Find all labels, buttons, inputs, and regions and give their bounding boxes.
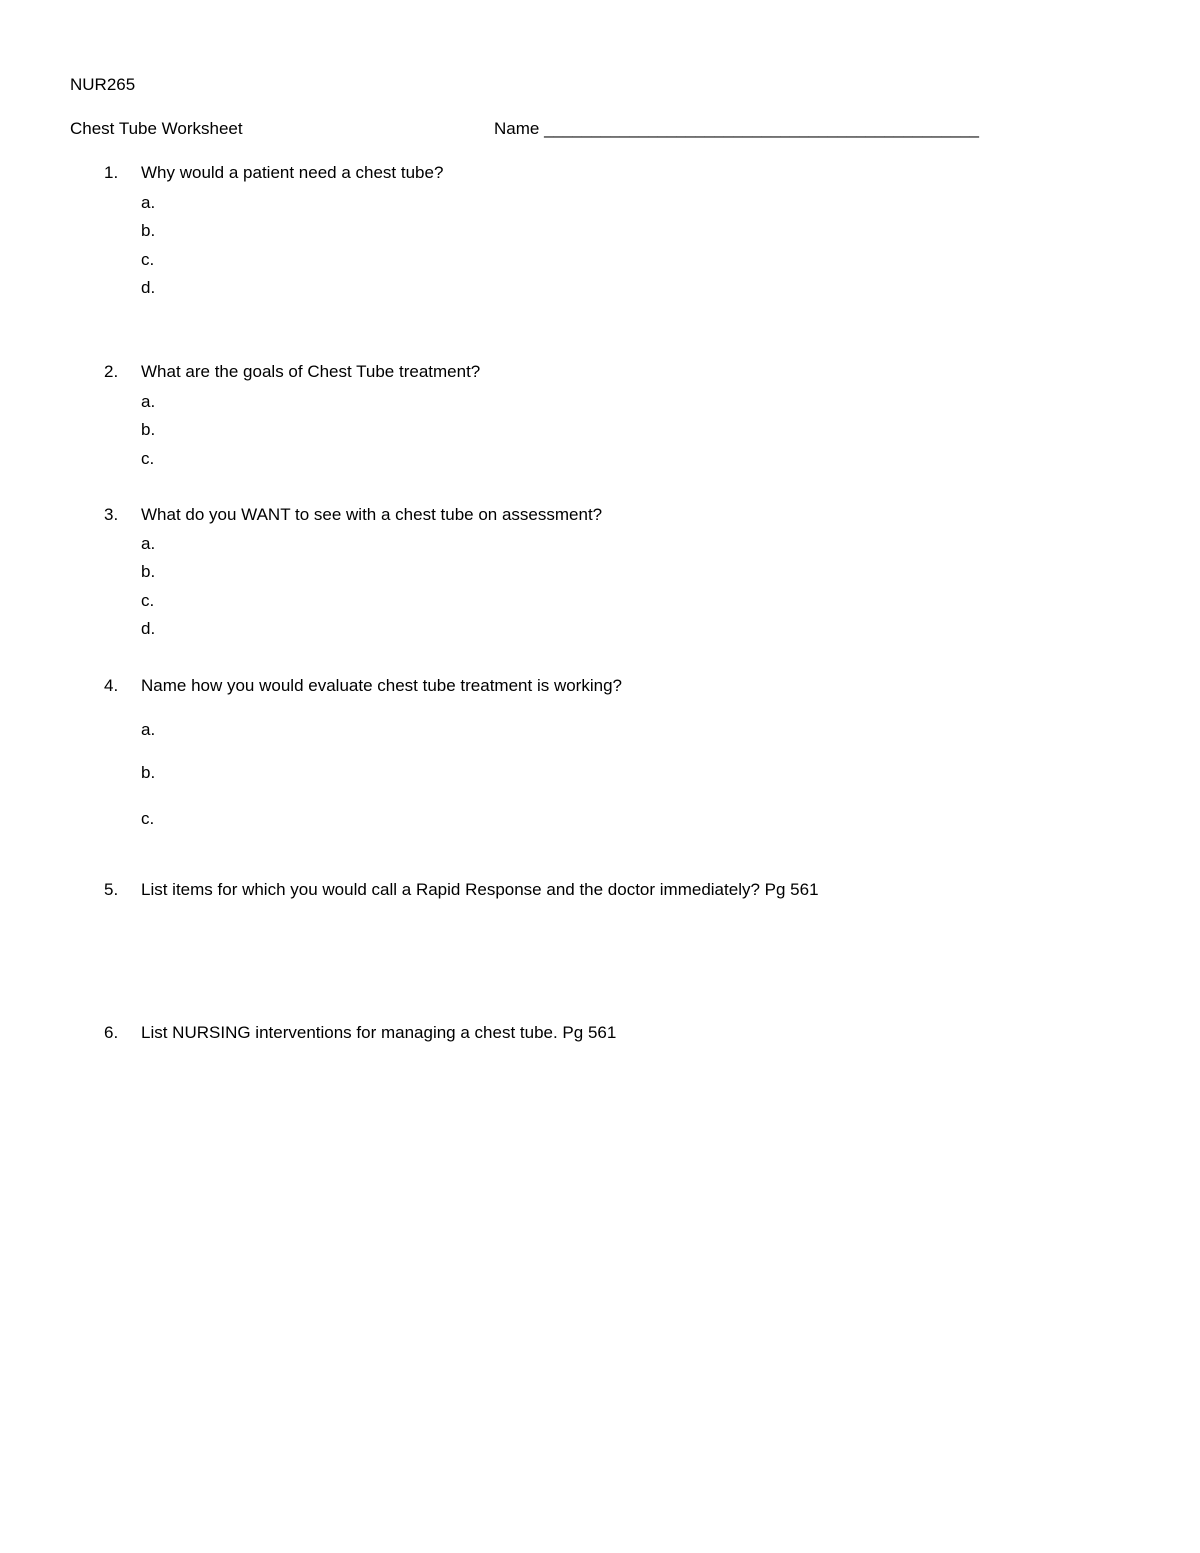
question-text: What do you WANT to see with a chest tube on assessment? (141, 505, 603, 524)
question-number: 6. (104, 1023, 119, 1042)
worksheet-title: Chest Tube Worksheet (70, 119, 243, 138)
sub-item: b. (141, 420, 156, 439)
sub-item: b. (141, 562, 156, 581)
sub-item: d. (141, 278, 156, 297)
question-number: 4. (104, 676, 119, 695)
sub-item: c. (141, 809, 155, 828)
name-field: Name ______________________________________________ (494, 119, 979, 138)
sub-item: a. (141, 534, 156, 553)
question-text: What are the goals of Chest Tube treatment? (141, 362, 481, 381)
sub-item: c. (141, 250, 155, 269)
question-number: 3. (104, 505, 119, 524)
sub-item: b. (141, 763, 156, 782)
sub-item: c. (141, 449, 155, 468)
course-code: NUR265 (70, 75, 136, 94)
question-text: List NURSING interventions for managing a chest tube. Pg 561 (141, 1023, 617, 1042)
question-text: List items for which you would call a Rapid Response and the doctor immediately? Pg 561 (141, 880, 819, 899)
sub-item: a. (141, 392, 156, 411)
sub-item: d. (141, 619, 156, 638)
sub-item: b. (141, 221, 156, 240)
sub-item: c. (141, 591, 155, 610)
sub-item: a. (141, 193, 156, 212)
question-number: 5. (104, 880, 119, 899)
question-number: 2. (104, 362, 119, 381)
question-text: Name how you would evaluate chest tube treatment is working? (141, 676, 622, 695)
sub-item: a. (141, 720, 156, 739)
question-number: 1. (104, 163, 119, 182)
question-text: Why would a patient need a chest tube? (141, 163, 444, 182)
